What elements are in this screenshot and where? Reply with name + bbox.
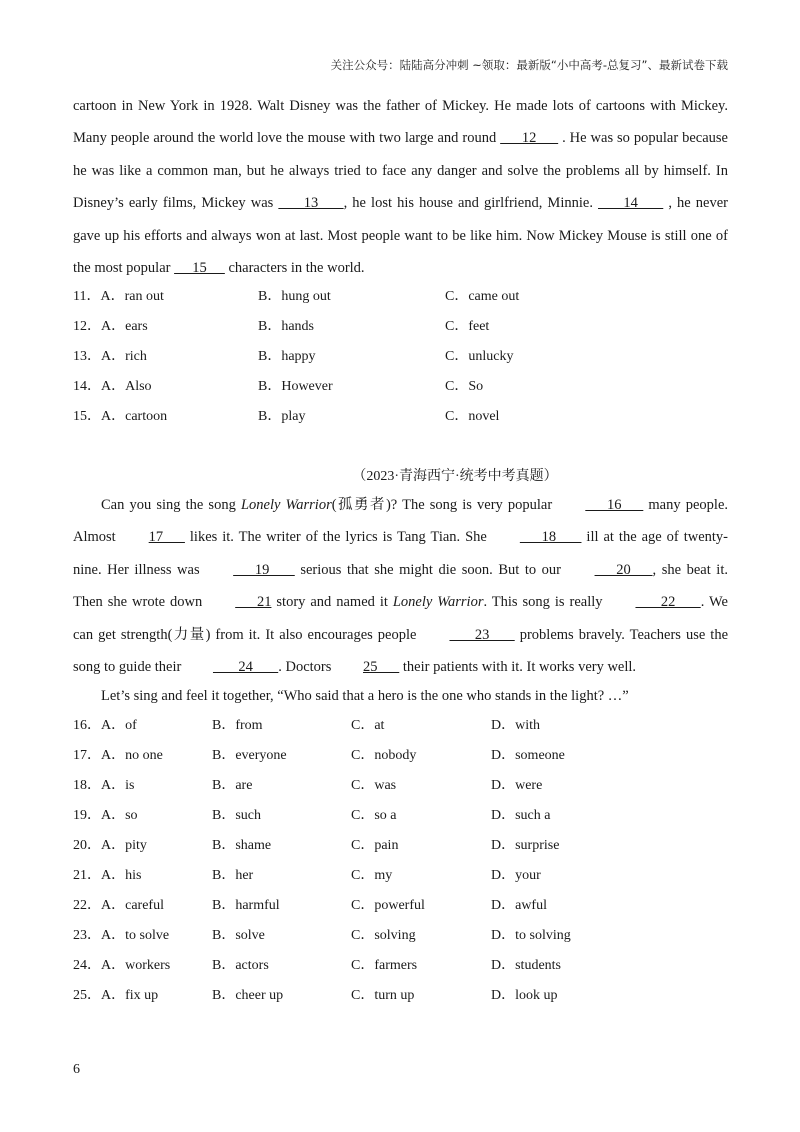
question-row-22 — [73, 891, 728, 921]
passage-text: their patients with it. It works very well. — [399, 659, 637, 676]
option-c: C．was — [351, 778, 397, 793]
option-d: D．your — [491, 868, 541, 883]
passage-text: . Doctors — [278, 659, 336, 676]
passage-paragraph-1 — [73, 489, 728, 683]
option-a: 15．A．cartoon — [73, 409, 168, 424]
passage-text: , he lost his house and girlfriend, Minnie. — [343, 195, 599, 212]
passage-lonely-warrior — [73, 489, 728, 713]
option-b: B．her — [212, 868, 254, 883]
option-a: 23．A．to solve — [73, 928, 170, 943]
option-b: B．are — [212, 778, 253, 793]
option-b: B．play — [258, 409, 306, 424]
option-c: C．unlucky — [445, 349, 514, 364]
option-c: C．novel — [445, 409, 500, 424]
question-row-21 — [73, 861, 728, 891]
option-c: C．came out — [445, 289, 520, 304]
passage-text: (孤勇者)? The song is very popular — [331, 497, 558, 513]
option-c: C．nobody — [351, 748, 417, 763]
option-a: 11．A．ran out — [73, 289, 164, 304]
option-b: B．everyone — [212, 748, 287, 763]
option-c: C．solving — [351, 928, 416, 943]
page-header-note: 关注公众号：陆陆高分冲刺 ~领取：最新版“小中高考-总复习”、最新试卷下载 — [330, 58, 728, 72]
option-b: B．However — [258, 379, 333, 394]
passage-text: problems bravely. Teachers use the song to guide their — [73, 626, 729, 676]
passage-paragraph-2 — [73, 680, 728, 712]
option-a: 24．A．workers — [73, 958, 171, 973]
option-a: 19．A．so — [73, 808, 138, 823]
option-a: 17．A．no one — [73, 748, 163, 763]
source-text: （2023·青海西宁·统考中考真题） — [352, 469, 558, 484]
option-c: C．So — [445, 379, 484, 394]
question-row-18 — [73, 771, 728, 801]
option-a: 22．A．careful — [73, 898, 164, 913]
blank-19: 19 — [233, 561, 295, 578]
passage-text: many people. Almost — [73, 497, 729, 546]
option-d: D．were — [491, 778, 543, 793]
blank-18: 18 — [519, 529, 582, 546]
option-a: 21．A．his — [73, 868, 142, 883]
blank-17: 17 — [148, 529, 185, 546]
song-title: Lonely Warrior — [392, 594, 484, 611]
passage-text: story and named it — [271, 594, 393, 611]
option-d: D．awful — [491, 898, 547, 913]
option-b: B．happy — [258, 349, 316, 364]
question-row-23 — [73, 921, 728, 951]
passage-text: Let’s sing and feel it together, “Who said that a hero is the one who stands in the light? …” — [101, 688, 629, 705]
passage-text: characters in the world. — [224, 260, 365, 277]
blank-25: 25 — [363, 659, 400, 676]
blank-21: 21 — [235, 594, 272, 611]
option-b: B．hands — [258, 319, 314, 334]
question-set-16-25 — [73, 711, 728, 1011]
option-c: C．so a — [351, 808, 397, 823]
passage-text: . This song is really — [483, 594, 608, 611]
question-row-19 — [73, 801, 728, 831]
passage-mickey — [73, 90, 728, 284]
question-row-14 — [73, 372, 728, 402]
blank-12: 12 — [500, 130, 559, 147]
blank-20: 20 — [594, 561, 653, 578]
passage-text: ill at the age of twenty-nine. Her illness was — [73, 529, 729, 578]
passage-text: , he never gave up his efforts and always won at last. Most people want to be like him. Now Mickey Mouse is still one of the most popular — [73, 195, 728, 277]
option-c: C．feet — [445, 319, 490, 334]
option-a: 13．A．rich — [73, 349, 147, 364]
option-b: B．from — [212, 718, 263, 733]
option-c: C．powerful — [351, 898, 425, 913]
blank-16: 16 — [585, 497, 644, 513]
option-c: C．my — [351, 868, 393, 883]
option-a: 16．A．of — [73, 718, 137, 733]
option-c: C．turn up — [351, 988, 415, 1003]
option-b: B．shame — [212, 838, 272, 853]
passage-text: serious that she might die soon. But to our — [294, 561, 567, 578]
source-citation — [0, 465, 800, 485]
passage-text: . We can get strength(力量) from it. It also encourages people — [73, 594, 728, 643]
option-b: B．actors — [212, 958, 269, 973]
passage-text: likes it. The writer of the lyrics is Tang Tian. She — [184, 529, 492, 546]
passage-text: cartoon in New York in 1928. Walt Disney was the father of Mickey. He made lots of cartoons with Mickey. Many people around the world love the mouse with two large and round — [73, 98, 728, 147]
option-d: D．someone — [491, 748, 565, 763]
option-d: D．such a — [491, 808, 551, 823]
page-number: 6 — [73, 1062, 80, 1077]
blank-13: 13 — [278, 195, 344, 212]
option-b: B．such — [212, 808, 261, 823]
option-a: 14．A．Also — [73, 379, 152, 394]
question-row-17 — [73, 741, 728, 771]
question-row-24 — [73, 951, 728, 981]
option-a: 18．A．is — [73, 778, 135, 793]
blank-24: 24 — [212, 659, 279, 676]
blank-15: 15 — [174, 260, 225, 277]
option-b: B．harmful — [212, 898, 280, 913]
option-a: 25．A．fix up — [73, 988, 159, 1003]
blank-14: 14 — [598, 195, 664, 212]
option-b: B．cheer up — [212, 988, 284, 1003]
option-b: B．hung out — [258, 289, 331, 304]
option-a: 12．A．ears — [73, 319, 148, 334]
passage-text: Can you sing the song — [101, 497, 241, 513]
question-row-12 — [73, 312, 728, 342]
question-row-16 — [73, 711, 728, 741]
option-d: D．look up — [491, 988, 558, 1003]
option-a: 20．A．pity — [73, 838, 147, 853]
question-row-13 — [73, 342, 728, 372]
passage-text: . He was so popular because he was like a common man, but he always tried to face any danger and solve the problems all by himself. In Disney’s early films, Mickey was — [73, 130, 728, 212]
option-d: D．to solving — [491, 928, 571, 943]
passage-mickey-paragraph — [73, 90, 728, 284]
question-row-11 — [73, 282, 728, 312]
blank-23: 23 — [449, 626, 515, 643]
question-row-15 — [73, 402, 728, 432]
question-row-20 — [73, 831, 728, 861]
blank-22: 22 — [635, 594, 701, 611]
option-c: C．pain — [351, 838, 399, 853]
question-row-25 — [73, 981, 728, 1011]
passage-text: , she beat it. Then she wrote down — [73, 561, 728, 611]
option-c: C．farmers — [351, 958, 418, 973]
option-d: D．surprise — [491, 838, 560, 853]
question-set-11-15 — [73, 282, 728, 432]
option-d: D．students — [491, 958, 561, 973]
option-b: B．solve — [212, 928, 265, 943]
song-title: Lonely Warrior — [240, 497, 332, 513]
option-d: D．with — [491, 718, 540, 733]
option-c: C．at — [351, 718, 385, 733]
